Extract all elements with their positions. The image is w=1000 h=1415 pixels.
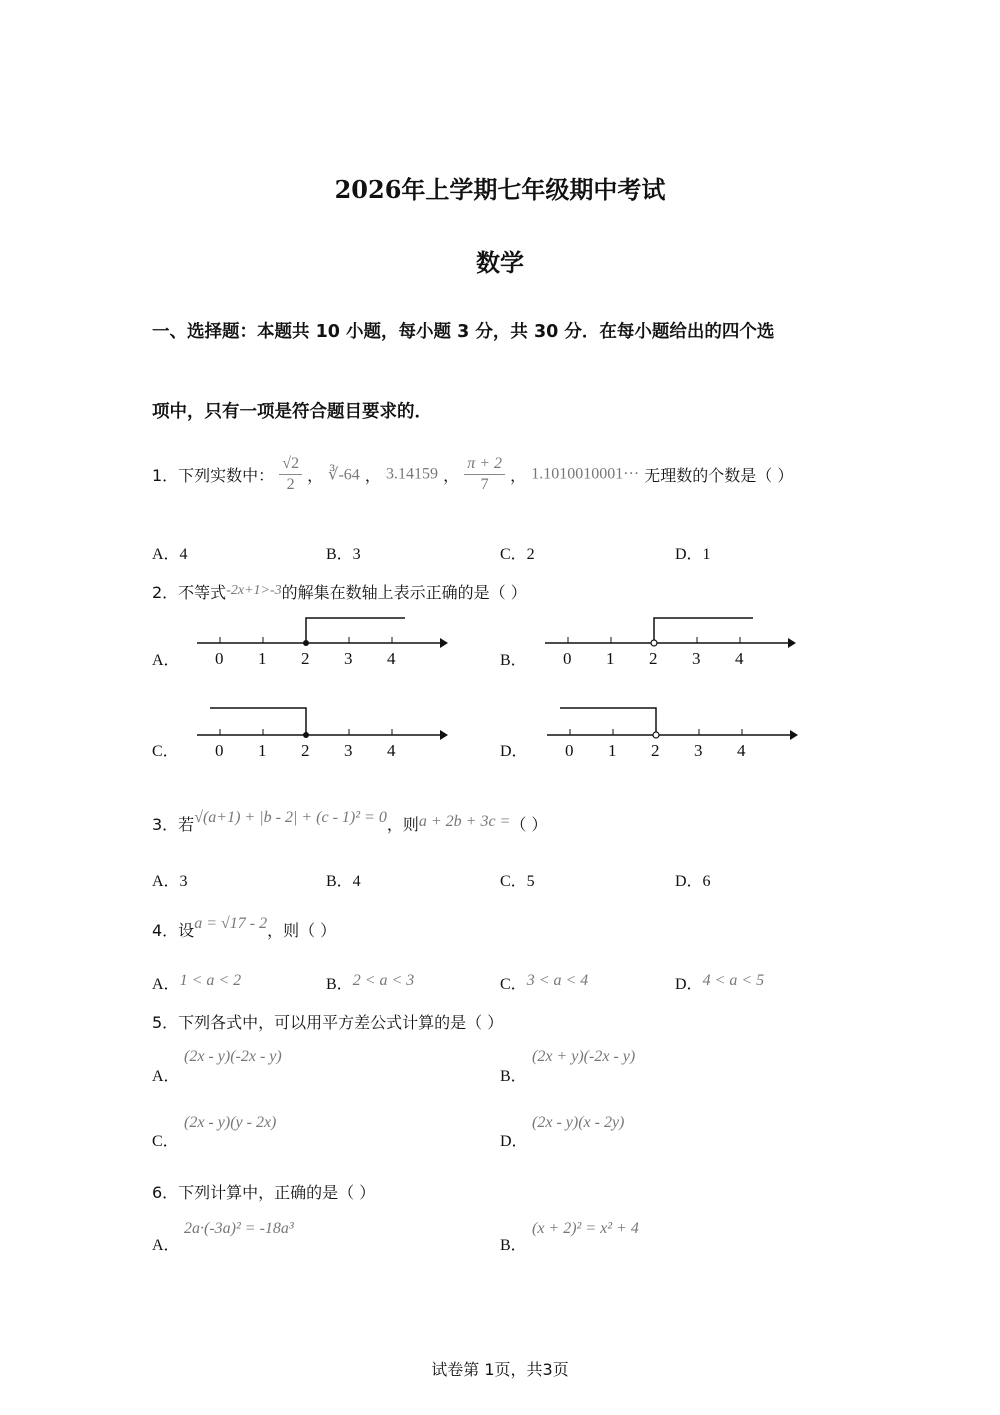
decimal-term: 3.14159 xyxy=(386,465,438,483)
option-inequality: 3 < a < 4 xyxy=(526,972,589,989)
a-definition: a = √17 - 2 xyxy=(194,915,268,932)
q2-label-c: C． xyxy=(152,743,179,760)
q6-option-b: (x + 2)² = x² + 4 xyxy=(532,1220,639,1237)
number-line-a xyxy=(195,608,450,670)
q6-option-a: 2a·(-3a)² = -18a³ xyxy=(184,1220,294,1237)
question-1-suffix: 无理数的个数是（ ） xyxy=(644,466,794,485)
q4-option-b xyxy=(326,971,414,994)
q5-option-a: (2x - y)(-2x - y) xyxy=(184,1048,282,1065)
q5-label-b: B． xyxy=(500,1068,527,1085)
fraction-denominator: 7 xyxy=(480,476,489,493)
q1-option-a: A．4 xyxy=(152,546,188,563)
option-inequality: 4 < a < 5 xyxy=(702,972,765,989)
page-footer: 试卷第 1页，共3页 xyxy=(431,1360,569,1379)
q1-option-c: C．2 xyxy=(500,546,535,563)
question-6: 6．下列计算中，正确的是（ ） xyxy=(152,1183,376,1202)
tick-label: 4 xyxy=(387,649,396,668)
tick-label: 1 xyxy=(258,741,267,760)
tick-label: 0 xyxy=(215,649,224,668)
tick-label: 1 xyxy=(608,741,617,760)
tick-label: 2 xyxy=(651,741,660,760)
tick-label: 4 xyxy=(387,741,396,760)
separator: ， xyxy=(510,466,527,485)
condition-expression: √(a+1) + |b - 2| + (c - 1)² = 0 xyxy=(194,809,387,826)
q5-label-c: C． xyxy=(152,1133,179,1150)
q3-option-d: D．6 xyxy=(675,873,711,890)
question-3-mid: ，则 xyxy=(386,815,419,834)
q4-option-a xyxy=(152,971,241,994)
section-heading-line2: 项中，只有一项是符合题目要求的． xyxy=(152,402,432,422)
q3-option-b: B．4 xyxy=(326,873,361,890)
option-label: C． xyxy=(500,976,527,993)
q3-option-a: A．3 xyxy=(152,873,188,890)
tick-label: 0 xyxy=(565,741,574,760)
tick-label: 3 xyxy=(344,741,353,760)
q6-label-b: B． xyxy=(500,1237,527,1254)
option-label: A． xyxy=(152,976,180,993)
question-2 xyxy=(152,580,527,603)
q5-option-c: (2x - y)(y - 2x) xyxy=(184,1114,277,1131)
question-1-prefix: 1．下列实数中： xyxy=(152,466,275,485)
fraction-denominator: 2 xyxy=(286,476,295,493)
tick-label: 2 xyxy=(649,649,658,668)
q1-option-b: B．3 xyxy=(326,546,361,563)
question-3-prefix: 3．若 xyxy=(152,815,195,834)
exam-title: 2026年上学期七年级期中考试 xyxy=(334,175,666,204)
question-2-suffix: 的解集在数轴上表示正确的是（ ） xyxy=(281,583,527,602)
q6-label-a: A． xyxy=(152,1237,180,1254)
question-3 xyxy=(152,809,548,835)
tick-label: 4 xyxy=(737,741,746,760)
cube-root-term: ∛-64 xyxy=(328,466,360,484)
q2-label-d: D． xyxy=(500,743,528,760)
fraction-numerator: √2 xyxy=(279,454,302,475)
tick-label: 1 xyxy=(258,649,267,668)
question-4-suffix: ，则（ ） xyxy=(267,921,337,940)
tick-label: 3 xyxy=(694,741,703,760)
subject-title: 数学 xyxy=(476,249,524,277)
tick-label: 4 xyxy=(735,649,744,668)
question-4-prefix: 4．设 xyxy=(152,921,195,940)
tick-label: 2 xyxy=(301,649,310,668)
fraction-sqrt2-over-2 xyxy=(279,454,302,495)
tick-label: 2 xyxy=(301,741,310,760)
separator: ， xyxy=(443,466,460,485)
tick-label: 1 xyxy=(606,649,615,668)
q4-option-d xyxy=(675,971,764,994)
option-inequality: 1 < a < 2 xyxy=(179,972,242,989)
question-4 xyxy=(152,915,337,941)
question-3-suffix: （ ） xyxy=(510,815,548,834)
question-1 xyxy=(152,454,793,495)
tick-label: 0 xyxy=(563,649,572,668)
q4-option-c xyxy=(500,971,588,994)
question-5: 5．下列各式中，可以用平方差公式计算的是（ ） xyxy=(152,1013,504,1032)
q1-option-d: D．1 xyxy=(675,546,711,563)
number-line-c xyxy=(195,700,450,762)
tick-label: 3 xyxy=(344,649,353,668)
repeating-decimal-term: 1.1010010001··· xyxy=(531,465,640,483)
fraction-numerator: π + 2 xyxy=(464,454,505,475)
option-label: D． xyxy=(675,976,703,993)
q5-label-d: D． xyxy=(500,1133,528,1150)
tick-label: 0 xyxy=(215,741,224,760)
option-label: B． xyxy=(326,976,353,993)
q2-label-a: A． xyxy=(152,652,180,669)
number-line-d xyxy=(545,700,800,762)
q5-option-d: (2x - y)(x - 2y) xyxy=(532,1114,625,1131)
option-inequality: 2 < a < 3 xyxy=(352,972,415,989)
tick-label: 3 xyxy=(692,649,701,668)
inequality-expression: -2x+1>-3 xyxy=(226,583,282,598)
target-expression: a + 2b + 3c = xyxy=(418,813,511,830)
q5-label-a: A． xyxy=(152,1068,180,1085)
q2-label-b: B． xyxy=(500,652,527,669)
question-2-prefix: 2．不等式 xyxy=(152,583,227,602)
separator: ， xyxy=(307,466,324,485)
separator: ， xyxy=(364,466,381,485)
q5-option-b: (2x + y)(-2x - y) xyxy=(532,1048,636,1065)
section-heading-line1: 一、选择题：本题共 10 小题，每小题 3 分，共 30 分．在每小题给出的四个选 xyxy=(152,322,775,342)
q3-option-c: C．5 xyxy=(500,873,535,890)
fraction-pi-plus-2-over-7 xyxy=(464,454,505,495)
number-line-b xyxy=(543,608,798,670)
